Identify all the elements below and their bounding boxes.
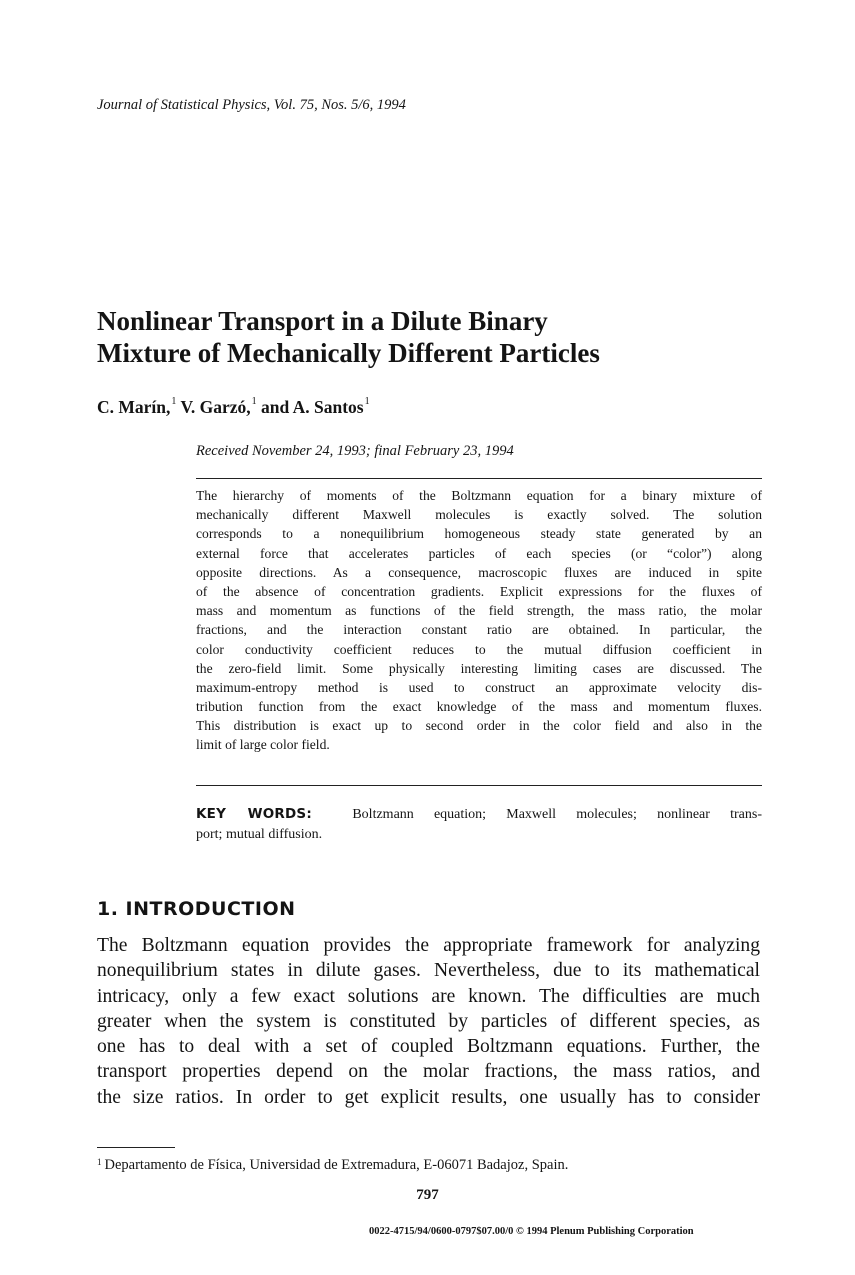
copyright-line: 0022-4715/94/0600-0797$07.00/0 © 1994 Plenum Publishing Corporation	[369, 1226, 694, 1237]
abstract-line: tribution function from the exact knowledge of the mass and momentum fluxes.	[196, 699, 762, 715]
abstract-line: limit of large color field.	[196, 737, 330, 753]
author-name: and A. Santos	[261, 397, 364, 417]
footnote-rule	[97, 1147, 175, 1148]
abstract-line: corresponds to a nonequilibrium homogeneous steady state generated by an	[196, 526, 762, 542]
body-line: one has to deal with a set of coupled Boltzmann equations. Further, the	[97, 1036, 760, 1058]
abstract-line: maximum-entropy method is used to construct an approximate velocity dis-	[196, 679, 762, 695]
keywords-text: Boltzmann equation; Maxwell molecules; nonlinear trans-	[352, 807, 763, 822]
body-line: nonequilibrium states in dilute gases. Nevertheless, due to its mathematical	[97, 960, 760, 982]
footnote-text: Departamento de Física, Universidad de Extremadura, E-06071 Badajoz, Spain.	[104, 1157, 569, 1173]
body-line: intricacy, only a few exact solutions are known. The difficulties are much	[97, 985, 760, 1007]
affiliation-marker: 1	[251, 396, 257, 407]
body-line: greater when the system is constituted by particles of different species, as	[97, 1010, 760, 1032]
author-list	[97, 397, 370, 418]
footnote	[97, 1157, 568, 1174]
title-line: Mixture of Mechanically Different Particles	[97, 338, 600, 368]
body-line: The Boltzmann equation provides the appropriate framework for analyzing	[97, 935, 760, 956]
author-name: C. Marín,	[97, 397, 171, 417]
affiliation-marker: 1	[171, 396, 177, 407]
keywords	[196, 804, 762, 845]
abstract-line: mass and momentum as functions of the field strength, the mass ratio, the molar	[196, 603, 762, 619]
abstract-line: mechanically different Maxwell molecules is exactly solved. The solution	[196, 507, 762, 523]
body-line: the size ratios. In order to get explicit results, one usually has to consider	[97, 1086, 760, 1108]
keywords-label: KEY WORDS:	[196, 806, 312, 822]
page-number: 797	[416, 1187, 439, 1203]
body-line: transport properties depend on the molar fractions, the mass ratios, and	[97, 1061, 760, 1083]
abstract-line: the zero-field limit. Some physically interesting limiting cases are discussed. The	[196, 660, 762, 676]
section-heading: 1. INTRODUCTION	[97, 898, 296, 920]
journal-header: Journal of Statistical Physics, Vol. 75, Nos. 5/6, 1994	[97, 97, 406, 113]
abstract-line: external force that accelerates particles of each species (or “color”) along	[196, 545, 762, 561]
abstract-line: fractions, and the interaction constant ratio are obtained. In particular, the	[196, 622, 762, 638]
received-dates: Received November 24, 1993; final February 23, 1994	[196, 443, 514, 459]
affiliation-marker: 1	[364, 396, 370, 407]
body-text	[97, 933, 760, 1110]
author-name: V. Garzó,	[180, 397, 251, 417]
keywords-text: port; mutual diffusion.	[196, 827, 323, 842]
abstract-line: The hierarchy of moments of the Boltzmann equation for a binary mixture of	[196, 488, 762, 503]
abstract-line: color conductivity coefficient reduces to the mutual diffusion coefficient in	[196, 641, 762, 657]
footnote-marker: 1	[97, 1157, 102, 1167]
abstract-line: opposite directions. As a consequence, macroscopic fluxes are induced in spite	[196, 564, 762, 580]
title-line: Nonlinear Transport in a Dilute Binary	[97, 306, 548, 336]
abstract-line: of the absence of concentration gradients. Explicit expressions for the fluxes of	[196, 583, 762, 599]
paper-title	[97, 305, 797, 369]
abstract-bottom-rule	[196, 785, 762, 786]
abstract	[196, 486, 762, 755]
abstract-line: This distribution is exact up to second order in the color field and also in the	[196, 718, 762, 734]
abstract-top-rule	[196, 478, 762, 479]
